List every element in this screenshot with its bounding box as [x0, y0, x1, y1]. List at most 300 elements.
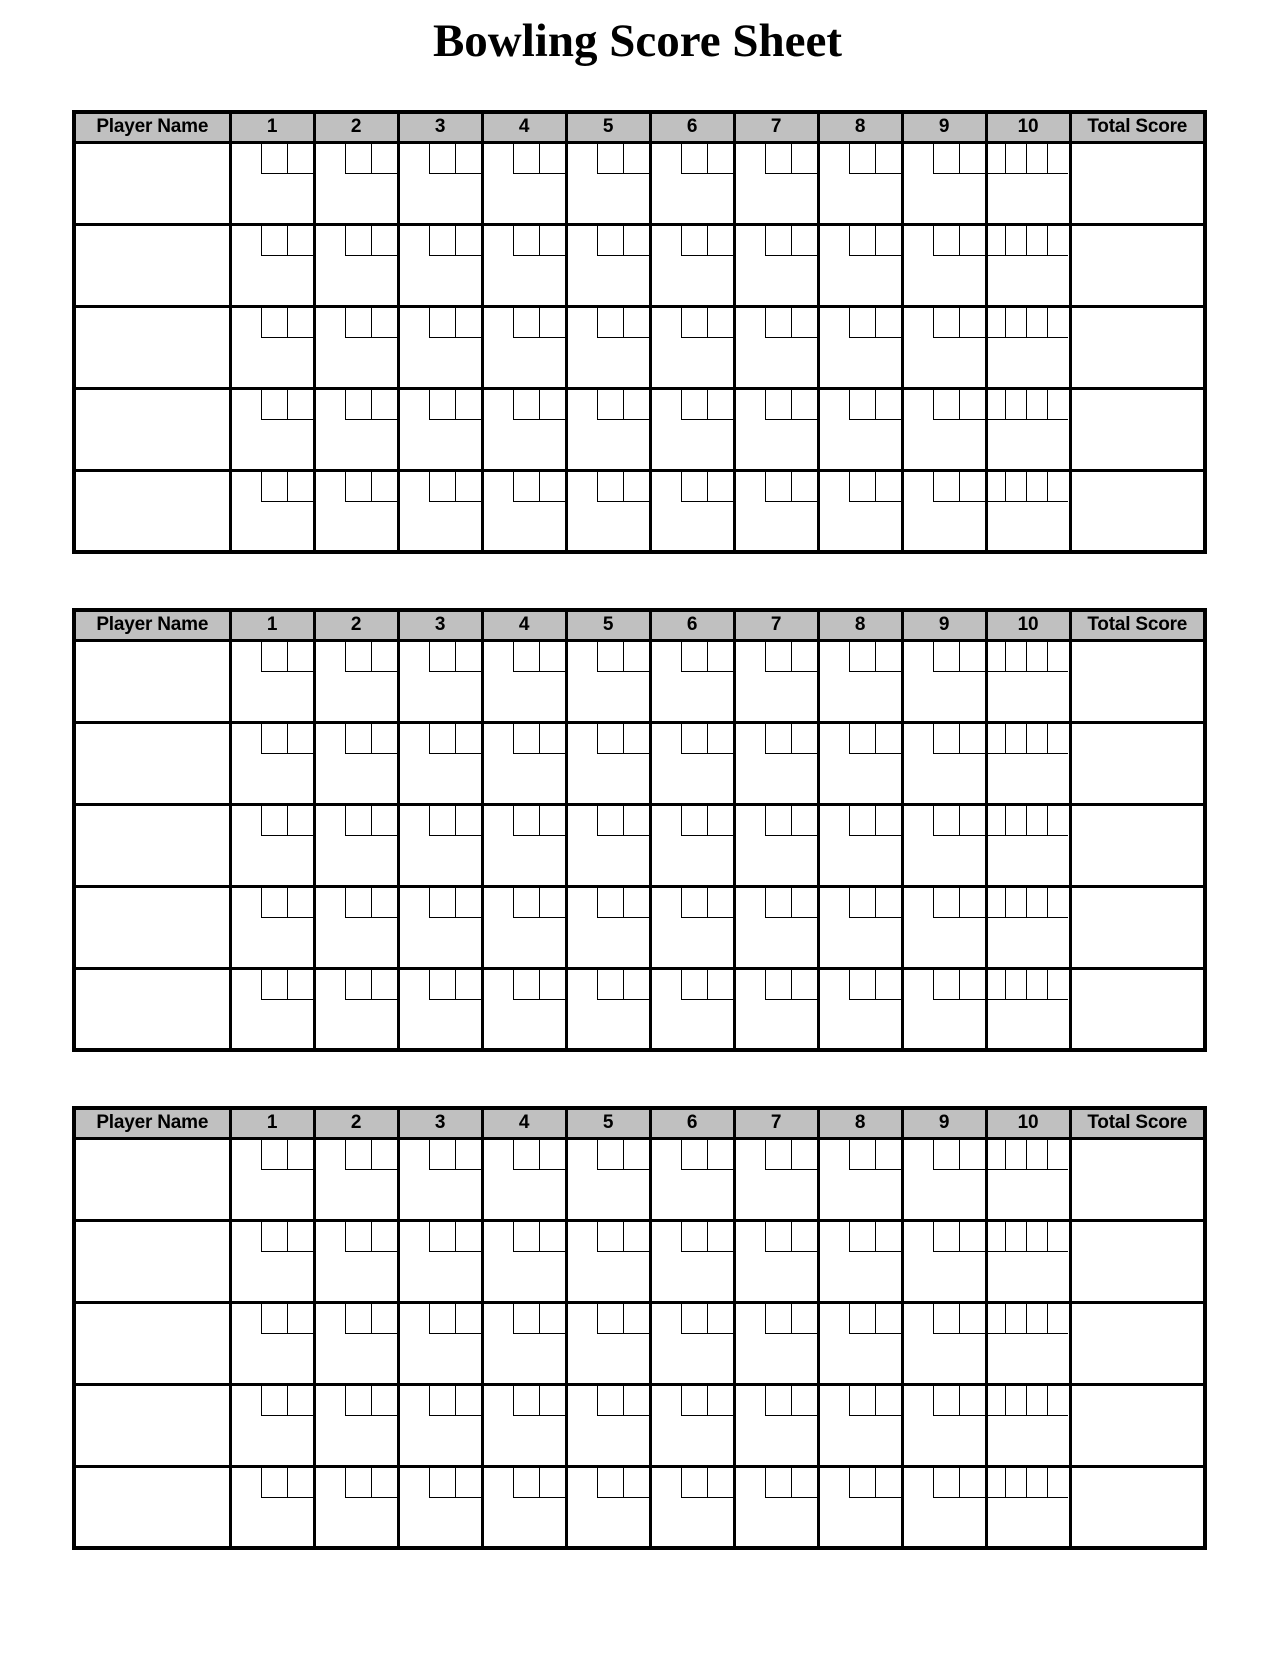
total-score-cell[interactable] — [1070, 1138, 1205, 1220]
throw-box[interactable] — [849, 1140, 875, 1170]
throw-box[interactable] — [707, 724, 733, 754]
throw-box[interactable] — [681, 1304, 707, 1334]
frame-cell-7[interactable] — [734, 470, 818, 552]
throw-box[interactable] — [765, 144, 791, 174]
throw-box[interactable] — [345, 390, 371, 420]
frame-cell-1[interactable] — [230, 470, 314, 552]
throw-box[interactable] — [429, 642, 455, 672]
frame-cell-6[interactable] — [650, 224, 734, 306]
throw-box[interactable] — [765, 642, 791, 672]
throw-box[interactable] — [429, 226, 455, 256]
frame-cell-6[interactable] — [650, 388, 734, 470]
frame-cell-10[interactable] — [986, 1466, 1070, 1548]
throw-box[interactable] — [539, 1222, 565, 1252]
frame-cell-6[interactable] — [650, 968, 734, 1050]
player-name-cell[interactable] — [74, 804, 230, 886]
throw-box[interactable] — [765, 724, 791, 754]
throw-box[interactable] — [597, 1140, 623, 1170]
frame-cell-6[interactable] — [650, 142, 734, 224]
total-score-cell[interactable] — [1070, 224, 1205, 306]
throw-box[interactable] — [1026, 1140, 1047, 1170]
frame-cell-9[interactable] — [902, 470, 986, 552]
throw-box[interactable] — [623, 226, 649, 256]
throw-box[interactable] — [429, 1222, 455, 1252]
throw-box[interactable] — [371, 1222, 397, 1252]
throw-box[interactable] — [1026, 144, 1047, 174]
throw-box[interactable] — [1047, 888, 1068, 918]
throw-box[interactable] — [455, 1140, 481, 1170]
throw-box[interactable] — [371, 1304, 397, 1334]
throw-box[interactable] — [539, 970, 565, 1000]
frame-cell-5[interactable] — [566, 722, 650, 804]
throw-box[interactable] — [765, 1140, 791, 1170]
throw-box[interactable] — [597, 226, 623, 256]
frame-cell-1[interactable] — [230, 1302, 314, 1384]
frame-cell-3[interactable] — [398, 968, 482, 1050]
frame-cell-9[interactable] — [902, 968, 986, 1050]
frame-cell-8[interactable] — [818, 224, 902, 306]
throw-box[interactable] — [371, 1386, 397, 1416]
throw-box[interactable] — [849, 642, 875, 672]
throw-box[interactable] — [959, 724, 985, 754]
frame-cell-10[interactable] — [986, 640, 1070, 722]
throw-box[interactable] — [345, 144, 371, 174]
throw-box[interactable] — [875, 1468, 901, 1498]
throw-box[interactable] — [681, 970, 707, 1000]
throw-box[interactable] — [875, 226, 901, 256]
frame-cell-1[interactable] — [230, 968, 314, 1050]
throw-box[interactable] — [623, 806, 649, 836]
frame-cell-8[interactable] — [818, 142, 902, 224]
total-score-cell[interactable] — [1070, 470, 1205, 552]
throw-box[interactable] — [345, 1468, 371, 1498]
frame-cell-1[interactable] — [230, 1138, 314, 1220]
throw-box[interactable] — [1026, 308, 1047, 338]
player-name-cell[interactable] — [74, 306, 230, 388]
throw-box[interactable] — [455, 1222, 481, 1252]
throw-box[interactable] — [765, 970, 791, 1000]
throw-box[interactable] — [849, 806, 875, 836]
frame-cell-8[interactable] — [818, 640, 902, 722]
throw-box[interactable] — [1026, 806, 1047, 836]
throw-box[interactable] — [539, 390, 565, 420]
frame-cell-9[interactable] — [902, 640, 986, 722]
frame-cell-2[interactable] — [314, 1302, 398, 1384]
frame-cell-6[interactable] — [650, 804, 734, 886]
total-score-cell[interactable] — [1070, 1466, 1205, 1548]
throw-box[interactable] — [681, 1468, 707, 1498]
frame-cell-2[interactable] — [314, 1220, 398, 1302]
throw-box[interactable] — [287, 472, 313, 502]
throw-box[interactable] — [1047, 472, 1068, 502]
throw-box[interactable] — [849, 226, 875, 256]
throw-box[interactable] — [1026, 1468, 1047, 1498]
player-name-cell[interactable] — [74, 1466, 230, 1548]
throw-box[interactable] — [1005, 390, 1026, 420]
throw-box[interactable] — [287, 1140, 313, 1170]
throw-box[interactable] — [681, 144, 707, 174]
throw-box[interactable] — [597, 144, 623, 174]
throw-box[interactable] — [345, 724, 371, 754]
throw-box[interactable] — [1026, 642, 1047, 672]
throw-box[interactable] — [513, 1386, 539, 1416]
frame-cell-3[interactable] — [398, 142, 482, 224]
throw-box[interactable] — [429, 1386, 455, 1416]
throw-box[interactable] — [875, 888, 901, 918]
throw-box[interactable] — [513, 970, 539, 1000]
frame-cell-10[interactable] — [986, 1384, 1070, 1466]
total-score-cell[interactable] — [1070, 722, 1205, 804]
throw-box[interactable] — [959, 1140, 985, 1170]
throw-box[interactable] — [707, 144, 733, 174]
throw-box[interactable] — [791, 806, 817, 836]
throw-box[interactable] — [1026, 390, 1047, 420]
throw-box[interactable] — [539, 806, 565, 836]
frame-cell-9[interactable] — [902, 1384, 986, 1466]
throw-box[interactable] — [933, 390, 959, 420]
frame-cell-1[interactable] — [230, 142, 314, 224]
frame-cell-3[interactable] — [398, 1138, 482, 1220]
total-score-cell[interactable] — [1070, 1384, 1205, 1466]
throw-box[interactable] — [875, 642, 901, 672]
throw-box[interactable] — [791, 1140, 817, 1170]
throw-box[interactable] — [345, 1140, 371, 1170]
frame-cell-7[interactable] — [734, 1138, 818, 1220]
throw-box[interactable] — [455, 390, 481, 420]
throw-box[interactable] — [1047, 226, 1068, 256]
throw-box[interactable] — [513, 724, 539, 754]
player-name-cell[interactable] — [74, 1138, 230, 1220]
throw-box[interactable] — [875, 1140, 901, 1170]
throw-box[interactable] — [707, 308, 733, 338]
frame-cell-9[interactable] — [902, 1220, 986, 1302]
frame-cell-5[interactable] — [566, 1138, 650, 1220]
throw-box[interactable] — [707, 1222, 733, 1252]
throw-box[interactable] — [455, 1304, 481, 1334]
throw-box[interactable] — [1047, 806, 1068, 836]
throw-box[interactable] — [287, 724, 313, 754]
total-score-cell[interactable] — [1070, 804, 1205, 886]
frame-cell-3[interactable] — [398, 1302, 482, 1384]
throw-box[interactable] — [933, 1386, 959, 1416]
frame-cell-6[interactable] — [650, 306, 734, 388]
throw-box[interactable] — [1047, 390, 1068, 420]
throw-box[interactable] — [875, 144, 901, 174]
throw-box[interactable] — [371, 806, 397, 836]
throw-box[interactable] — [791, 390, 817, 420]
throw-box[interactable] — [681, 1386, 707, 1416]
throw-box[interactable] — [371, 390, 397, 420]
player-name-cell[interactable] — [74, 640, 230, 722]
throw-box[interactable] — [513, 806, 539, 836]
frame-cell-2[interactable] — [314, 1138, 398, 1220]
throw-box[interactable] — [707, 888, 733, 918]
throw-box[interactable] — [513, 308, 539, 338]
frame-cell-4[interactable] — [482, 640, 566, 722]
player-name-cell[interactable] — [74, 1220, 230, 1302]
throw-box[interactable] — [429, 144, 455, 174]
throw-box[interactable] — [959, 1222, 985, 1252]
throw-box[interactable] — [261, 144, 287, 174]
frame-cell-6[interactable] — [650, 1302, 734, 1384]
throw-box[interactable] — [455, 1386, 481, 1416]
throw-box[interactable] — [933, 226, 959, 256]
frame-cell-3[interactable] — [398, 1466, 482, 1548]
throw-box[interactable] — [1047, 144, 1068, 174]
frame-cell-2[interactable] — [314, 886, 398, 968]
frame-cell-1[interactable] — [230, 1466, 314, 1548]
throw-box[interactable] — [707, 1304, 733, 1334]
throw-box[interactable] — [681, 888, 707, 918]
frame-cell-7[interactable] — [734, 142, 818, 224]
frame-cell-10[interactable] — [986, 886, 1070, 968]
frame-cell-3[interactable] — [398, 306, 482, 388]
throw-box[interactable] — [345, 1386, 371, 1416]
throw-box[interactable] — [513, 1140, 539, 1170]
throw-box[interactable] — [623, 308, 649, 338]
throw-box[interactable] — [261, 642, 287, 672]
throw-box[interactable] — [959, 1304, 985, 1334]
throw-box[interactable] — [371, 724, 397, 754]
throw-box[interactable] — [765, 308, 791, 338]
throw-box[interactable] — [959, 472, 985, 502]
throw-box[interactable] — [849, 1468, 875, 1498]
frame-cell-7[interactable] — [734, 1302, 818, 1384]
throw-box[interactable] — [959, 144, 985, 174]
total-score-cell[interactable] — [1070, 388, 1205, 470]
throw-box[interactable] — [539, 642, 565, 672]
throw-box[interactable] — [597, 472, 623, 502]
throw-box[interactable] — [933, 642, 959, 672]
throw-box[interactable] — [875, 390, 901, 420]
throw-box[interactable] — [261, 1304, 287, 1334]
throw-box[interactable] — [513, 226, 539, 256]
throw-box[interactable] — [765, 1386, 791, 1416]
throw-box[interactable] — [791, 642, 817, 672]
throw-box[interactable] — [429, 308, 455, 338]
frame-cell-2[interactable] — [314, 640, 398, 722]
throw-box[interactable] — [371, 308, 397, 338]
throw-box[interactable] — [345, 1222, 371, 1252]
throw-box[interactable] — [933, 1222, 959, 1252]
throw-box[interactable] — [849, 888, 875, 918]
throw-box[interactable] — [371, 642, 397, 672]
frame-cell-10[interactable] — [986, 470, 1070, 552]
frame-cell-6[interactable] — [650, 470, 734, 552]
frame-cell-8[interactable] — [818, 470, 902, 552]
frame-cell-10[interactable] — [986, 722, 1070, 804]
frame-cell-7[interactable] — [734, 1384, 818, 1466]
throw-box[interactable] — [287, 1468, 313, 1498]
frame-cell-2[interactable] — [314, 388, 398, 470]
frame-cell-10[interactable] — [986, 306, 1070, 388]
throw-box[interactable] — [261, 226, 287, 256]
throw-box[interactable] — [597, 806, 623, 836]
frame-cell-6[interactable] — [650, 886, 734, 968]
frame-cell-7[interactable] — [734, 804, 818, 886]
player-name-cell[interactable] — [74, 224, 230, 306]
frame-cell-10[interactable] — [986, 1302, 1070, 1384]
throw-box[interactable] — [791, 1386, 817, 1416]
frame-cell-6[interactable] — [650, 722, 734, 804]
frame-cell-4[interactable] — [482, 1138, 566, 1220]
throw-box[interactable] — [765, 472, 791, 502]
throw-box[interactable] — [287, 1386, 313, 1416]
throw-box[interactable] — [959, 888, 985, 918]
throw-box[interactable] — [959, 642, 985, 672]
throw-box[interactable] — [1047, 1304, 1068, 1334]
frame-cell-7[interactable] — [734, 722, 818, 804]
frame-cell-10[interactable] — [986, 224, 1070, 306]
throw-box[interactable] — [765, 1304, 791, 1334]
throw-box[interactable] — [849, 1386, 875, 1416]
total-score-cell[interactable] — [1070, 142, 1205, 224]
throw-box[interactable] — [681, 308, 707, 338]
throw-box[interactable] — [345, 970, 371, 1000]
throw-box[interactable] — [371, 472, 397, 502]
frame-cell-9[interactable] — [902, 1138, 986, 1220]
throw-box[interactable] — [1047, 1468, 1068, 1498]
throw-box[interactable] — [539, 1468, 565, 1498]
throw-box[interactable] — [429, 472, 455, 502]
throw-box[interactable] — [345, 888, 371, 918]
frame-cell-10[interactable] — [986, 804, 1070, 886]
frame-cell-2[interactable] — [314, 804, 398, 886]
throw-box[interactable] — [261, 1386, 287, 1416]
throw-box[interactable] — [623, 1140, 649, 1170]
throw-box[interactable] — [429, 888, 455, 918]
throw-box[interactable] — [681, 472, 707, 502]
throw-box[interactable] — [791, 144, 817, 174]
throw-box[interactable] — [875, 1386, 901, 1416]
frame-cell-9[interactable] — [902, 224, 986, 306]
throw-box[interactable] — [681, 724, 707, 754]
frame-cell-1[interactable] — [230, 722, 314, 804]
frame-cell-5[interactable] — [566, 1220, 650, 1302]
frame-cell-2[interactable] — [314, 224, 398, 306]
throw-box[interactable] — [1005, 308, 1026, 338]
frame-cell-10[interactable] — [986, 968, 1070, 1050]
throw-box[interactable] — [539, 1304, 565, 1334]
throw-box[interactable] — [681, 642, 707, 672]
frame-cell-4[interactable] — [482, 224, 566, 306]
throw-box[interactable] — [849, 144, 875, 174]
throw-box[interactable] — [707, 472, 733, 502]
throw-box[interactable] — [539, 308, 565, 338]
throw-box[interactable] — [765, 888, 791, 918]
throw-box[interactable] — [261, 1468, 287, 1498]
frame-cell-5[interactable] — [566, 142, 650, 224]
frame-cell-4[interactable] — [482, 1302, 566, 1384]
throw-box[interactable] — [513, 472, 539, 502]
throw-box[interactable] — [849, 970, 875, 1000]
throw-box[interactable] — [261, 308, 287, 338]
player-name-cell[interactable] — [74, 470, 230, 552]
frame-cell-8[interactable] — [818, 968, 902, 1050]
throw-box[interactable] — [539, 724, 565, 754]
throw-box[interactable] — [539, 1140, 565, 1170]
throw-box[interactable] — [791, 724, 817, 754]
throw-box[interactable] — [513, 144, 539, 174]
frame-cell-7[interactable] — [734, 640, 818, 722]
throw-box[interactable] — [933, 970, 959, 1000]
throw-box[interactable] — [1005, 1222, 1026, 1252]
throw-box[interactable] — [429, 390, 455, 420]
frame-cell-5[interactable] — [566, 1384, 650, 1466]
throw-box[interactable] — [791, 308, 817, 338]
frame-cell-10[interactable] — [986, 1138, 1070, 1220]
throw-box[interactable] — [597, 390, 623, 420]
throw-box[interactable] — [959, 1468, 985, 1498]
throw-box[interactable] — [597, 724, 623, 754]
frame-cell-9[interactable] — [902, 388, 986, 470]
throw-box[interactable] — [933, 308, 959, 338]
throw-box[interactable] — [287, 888, 313, 918]
frame-cell-3[interactable] — [398, 722, 482, 804]
throw-box[interactable] — [1005, 472, 1026, 502]
throw-box[interactable] — [933, 1468, 959, 1498]
throw-box[interactable] — [261, 472, 287, 502]
throw-box[interactable] — [681, 226, 707, 256]
throw-box[interactable] — [455, 226, 481, 256]
frame-cell-1[interactable] — [230, 804, 314, 886]
frame-cell-5[interactable] — [566, 1302, 650, 1384]
throw-box[interactable] — [455, 970, 481, 1000]
frame-cell-3[interactable] — [398, 1220, 482, 1302]
throw-box[interactable] — [261, 888, 287, 918]
frame-cell-5[interactable] — [566, 804, 650, 886]
throw-box[interactable] — [933, 1140, 959, 1170]
frame-cell-4[interactable] — [482, 722, 566, 804]
throw-box[interactable] — [287, 226, 313, 256]
throw-box[interactable] — [513, 1468, 539, 1498]
frame-cell-10[interactable] — [986, 388, 1070, 470]
total-score-cell[interactable] — [1070, 1302, 1205, 1384]
frame-cell-8[interactable] — [818, 388, 902, 470]
player-name-cell[interactable] — [74, 1384, 230, 1466]
throw-box[interactable] — [261, 390, 287, 420]
throw-box[interactable] — [1047, 308, 1068, 338]
frame-cell-5[interactable] — [566, 224, 650, 306]
throw-box[interactable] — [1026, 1386, 1047, 1416]
throw-box[interactable] — [1005, 1468, 1026, 1498]
frame-cell-4[interactable] — [482, 1384, 566, 1466]
throw-box[interactable] — [707, 1468, 733, 1498]
throw-box[interactable] — [513, 642, 539, 672]
throw-box[interactable] — [765, 1468, 791, 1498]
throw-box[interactable] — [371, 888, 397, 918]
throw-box[interactable] — [1026, 888, 1047, 918]
throw-box[interactable] — [1026, 1222, 1047, 1252]
throw-box[interactable] — [959, 390, 985, 420]
player-name-cell[interactable] — [74, 722, 230, 804]
frame-cell-2[interactable] — [314, 470, 398, 552]
throw-box[interactable] — [791, 472, 817, 502]
throw-box[interactable] — [681, 806, 707, 836]
throw-box[interactable] — [791, 1222, 817, 1252]
frame-cell-8[interactable] — [818, 1466, 902, 1548]
frame-cell-4[interactable] — [482, 306, 566, 388]
total-score-cell[interactable] — [1070, 640, 1205, 722]
throw-box[interactable] — [707, 1386, 733, 1416]
throw-box[interactable] — [261, 724, 287, 754]
throw-box[interactable] — [707, 970, 733, 1000]
throw-box[interactable] — [513, 1222, 539, 1252]
throw-box[interactable] — [597, 1304, 623, 1334]
throw-box[interactable] — [1026, 472, 1047, 502]
throw-box[interactable] — [1005, 1304, 1026, 1334]
throw-box[interactable] — [933, 1304, 959, 1334]
